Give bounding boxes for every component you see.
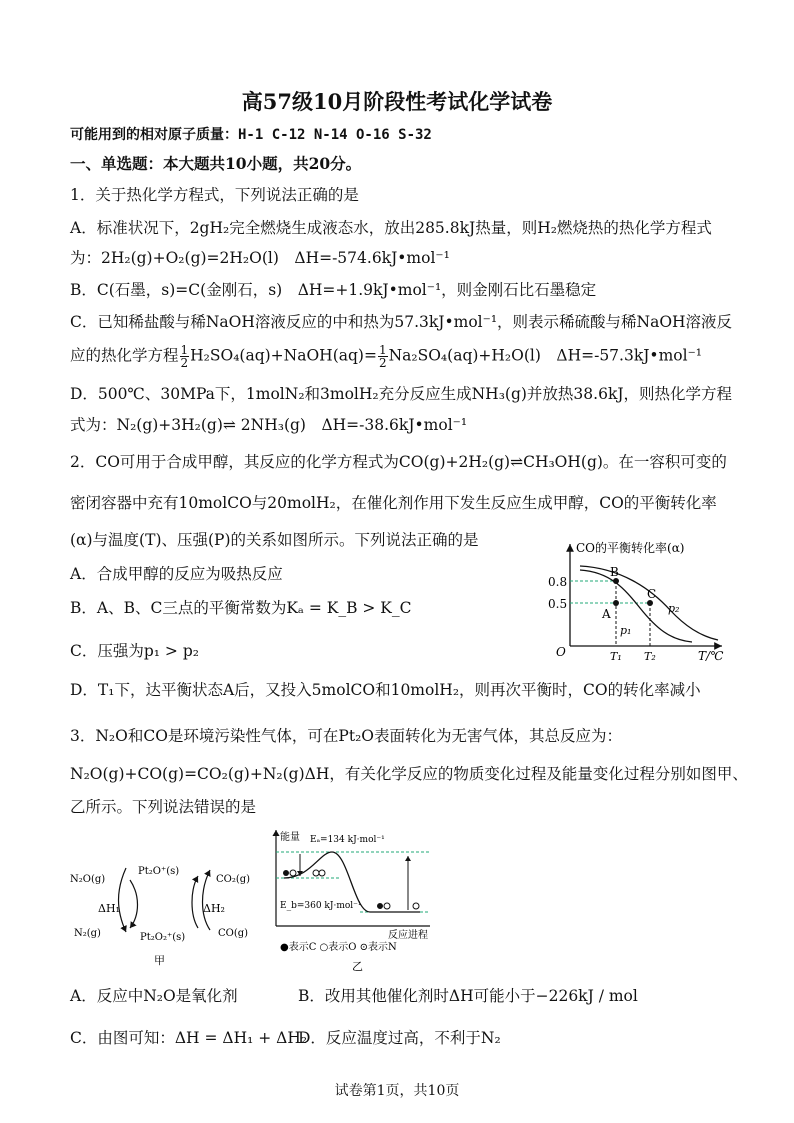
yi-product-o xyxy=(384,903,390,909)
q1-option-d-line2: 式为：N₂(g)+3H₂(g)⇌ 2NH₃(g) ΔH=-38.6kJ•mol⁻¹ xyxy=(70,416,468,434)
label-a: A xyxy=(602,607,611,621)
yi-ylabel: 能量 xyxy=(280,832,300,843)
yi-caption: 乙 xyxy=(352,960,363,973)
q1-c-text-mid: H₂SO₄(aq)+NaOH(aq)= xyxy=(190,346,377,365)
jia-arrow-right-1 xyxy=(203,870,211,930)
yi-product-n xyxy=(413,903,419,909)
jia-n2: N₂(g) xyxy=(74,928,101,939)
yi-product-c xyxy=(377,903,383,909)
q3-line2: N₂O(g)+CO(g)=CO₂(g)+N₂(g)ΔH，有关化学反应的物质变化过程及能量变化过程分别如图甲、 xyxy=(70,765,748,783)
q3-option-b: B．改用其他催化剂时ΔH可能小于−226kJ / mol xyxy=(298,987,638,1005)
y-tick-05: 0.5 xyxy=(548,597,568,611)
jia-n2o: N₂O(g) xyxy=(70,874,106,885)
q1-option-a-line2: 为：2H₂(g)+O₂(g)=2H₂O(l) ΔH=-574.6kJ•mol⁻¹ xyxy=(70,249,450,267)
q3-option-a: A．反应中N₂O是氧化剂 xyxy=(70,987,238,1005)
jia-arrow-left-1 xyxy=(119,868,127,932)
fraction-denominator: 2 xyxy=(180,356,189,370)
jia-co2: CO₂(g) xyxy=(216,874,251,885)
x-axis-label: T/℃ xyxy=(698,649,724,663)
conversion-rate-chart xyxy=(540,536,740,664)
label-t2: T₂ xyxy=(644,650,656,663)
label-b: B xyxy=(610,565,619,579)
q2-line1: 2．CO可用于合成甲醇，其反应的化学方程式为CO(g)+2H₂(g)⇌CH₃OH(g)。在一容积可变的 xyxy=(70,453,727,471)
q3-option-c: C．由图可知：ΔH = ΔH₁ + ΔH₂ xyxy=(70,1029,308,1047)
label-p1: p₁ xyxy=(620,624,632,637)
yi-n-atom-1 xyxy=(313,870,319,876)
label-p2: p₂ xyxy=(668,602,680,615)
jia-arrow-left-2 xyxy=(130,880,138,928)
label-c: C xyxy=(647,587,657,601)
y-tick-08: 0.8 xyxy=(548,575,568,589)
q1-option-c-line2 xyxy=(70,344,702,369)
q2-option-c: C．压强为p₁ > p₂ xyxy=(70,642,199,660)
yi-ea: Eₐ=134 kJ·mol⁻¹ xyxy=(310,835,385,845)
yi-xlabel: 反应进程 xyxy=(388,930,428,941)
jia-caption: 甲 xyxy=(154,954,165,967)
yi-legend: ●表示C ○表示O ⊙表示N xyxy=(280,942,397,953)
q1-option-b: B．C(石墨，s)=C(金刚石，s) ΔH=+1.9kJ•mol⁻¹，则金刚石比石墨稳定 xyxy=(70,281,597,299)
q1-option-d-line1: D．500℃、30MPa下，1molN₂和3molH₂充分反应生成NH₃(g)并放热38.6kJ，则热化学方程 xyxy=(70,385,733,403)
jia-dh1: ΔH₁ xyxy=(98,902,120,915)
q2-option-a: A．合成甲醇的反应为吸热反应 xyxy=(70,565,283,583)
q1-option-c-line1: C．已知稀盐酸与稀NaOH溶液反应的中和热为57.3kJ•mol⁻¹，则表示稀硫酸与稀NaOH溶液反 xyxy=(70,313,733,331)
jia-co: CO(g) xyxy=(218,928,249,939)
q1-option-a-line1: A．标准状况下，2gH₂完全燃烧生成液态水，放出285.8kJ热量，则H₂燃烧热的热化学方程式 xyxy=(70,219,712,237)
q3-line1: 3．N₂O和CO是环境污染性气体，可在Pt₂O表面转化为无害气体，其总反应为： xyxy=(70,727,622,745)
q3-option-d: D．反应温度过高，不利于N₂ xyxy=(298,1029,501,1047)
jia-arrow-right-2 xyxy=(192,876,198,928)
section-heading: 一、单选题：本大题共10小题，共20分。 xyxy=(70,154,362,173)
q1-c-text-post: Na₂SO₄(aq)+H₂O(l) ΔH=-57.3kJ•mol⁻¹ xyxy=(388,346,702,365)
figure-yi-energy xyxy=(270,826,445,974)
fraction-half-2 xyxy=(378,344,388,369)
jia-pt2o-plus: Pt₂O⁺(s) xyxy=(138,866,180,877)
q1-stem: 1．关于热化学方程式，下列说法正确的是 xyxy=(70,186,359,204)
exam-title: 高57级10月阶段性考试化学试卷 xyxy=(241,89,553,114)
yi-carbon-atom xyxy=(283,870,289,876)
q1-c-text-pre: 应的热化学方程 xyxy=(70,346,179,365)
point-a xyxy=(613,600,619,606)
fraction-half xyxy=(180,344,190,369)
q2-line3: (α)与温度(T)、压强(P)的关系如图所示。下列说法正确的是 xyxy=(70,531,479,549)
q2-option-b: B．A、B、C三点的平衡常数为Kₐ = K_B > K_C xyxy=(70,599,412,617)
atomic-masses: 可能用到的相对原子质量：H-1 C-12 N-14 O-16 S-32 xyxy=(70,127,432,143)
yi-n-atom-2 xyxy=(319,870,325,876)
q2-line2: 密闭容器中充有10molCO与20molH₂，在催化剂作用下发生反应生成甲醇，CO的平衡转化率 xyxy=(70,494,717,512)
y-axis-label: CO的平衡转化率(α) xyxy=(576,541,685,555)
label-t1: T₁ xyxy=(610,650,622,663)
jia-pt2o2-plus: Pt₂O₂⁺(s) xyxy=(140,932,186,943)
page-footer: 试卷第1页，共10页 xyxy=(334,1083,460,1099)
figure-jia-cycle xyxy=(68,860,268,968)
yi-oxygen-atom xyxy=(290,870,296,876)
fraction-numerator-2: 1 xyxy=(378,343,387,357)
jia-dh2: ΔH₂ xyxy=(203,902,225,915)
fraction-denominator-2: 2 xyxy=(378,356,387,370)
q3-line3: 乙所示。下列说法错误的是 xyxy=(70,798,257,816)
fraction-numerator: 1 xyxy=(180,343,189,357)
yi-eb: E_b=360 kJ·mol⁻¹ xyxy=(280,901,362,911)
q2-option-d: D．T₁下，达平衡状态A后，又投入5molCO和10molH₂，则再次平衡时，CO的转化率减小 xyxy=(70,681,701,699)
origin-label: O xyxy=(556,645,566,659)
